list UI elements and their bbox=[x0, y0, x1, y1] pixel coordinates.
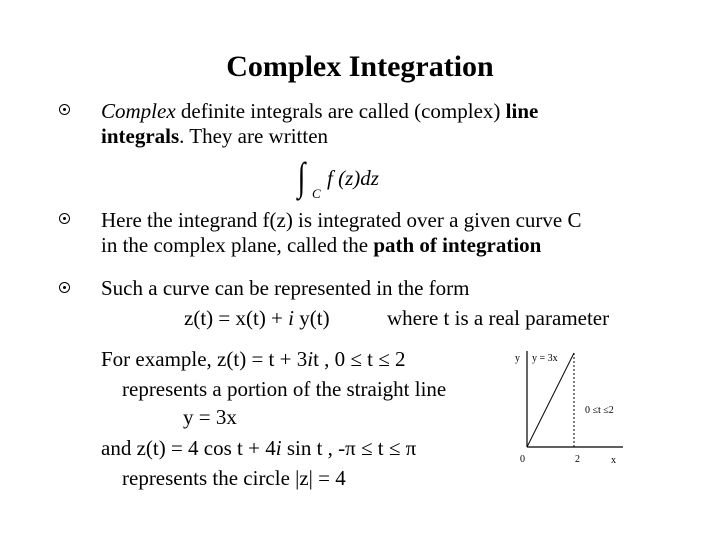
param-right: y(t) bbox=[294, 306, 330, 330]
page-title: Complex Integration bbox=[226, 50, 494, 83]
bullet-3-line-1: Such a curve can be represented in the form bbox=[101, 276, 470, 300]
example-1a: For example, z(t) = t + 3 bbox=[101, 347, 308, 371]
bullet-2-line-1: Here the integrand f(z) is integrated over a given curve C bbox=[101, 208, 582, 232]
integral-subscript: C bbox=[312, 186, 321, 201]
bullet-point bbox=[59, 104, 70, 115]
param-left: z(t) = x(t) + bbox=[184, 306, 289, 330]
path-of-integration: path of integration bbox=[373, 233, 542, 257]
param-i: i bbox=[288, 306, 294, 330]
range-label: 0 ≤t ≤2 bbox=[585, 405, 614, 416]
parameter-note: where t is a real parameter bbox=[387, 306, 610, 330]
integral-sign: ∫ bbox=[297, 154, 306, 199]
line-word: line bbox=[505, 99, 539, 123]
bullet-1-line-2 bbox=[101, 124, 328, 149]
bullet-2-text: in the complex plane, called the bbox=[101, 233, 374, 257]
line-equation-label: y = 3x bbox=[532, 353, 558, 364]
example-line-5: represents the circle |z| = 4 bbox=[122, 466, 346, 490]
example-4i: i bbox=[275, 436, 282, 460]
x-axis-label: x bbox=[611, 455, 616, 466]
bullet-point bbox=[59, 213, 70, 224]
bullet-1-line-1 bbox=[101, 99, 538, 124]
example-line-2: represents a portion of the straight line bbox=[122, 377, 447, 401]
line-graph bbox=[505, 345, 645, 470]
bullet-1-text: definite integrals are called (complex) bbox=[175, 99, 506, 123]
integrals-word: integrals bbox=[101, 124, 180, 148]
example-1b: t , 0 ≤ t ≤ 2 bbox=[313, 347, 406, 371]
x-tick-label: 2 bbox=[575, 454, 580, 465]
parametric-form bbox=[184, 306, 330, 331]
example-4a: and z(t) = 4 cos t + 4 bbox=[101, 436, 276, 460]
bullet-1-text-2: . They are written bbox=[179, 124, 329, 148]
origin-label: 0 bbox=[520, 454, 525, 465]
bullet-2-line-2 bbox=[101, 233, 541, 258]
example-1i: i bbox=[307, 347, 314, 371]
example-4b: sin t , -π ≤ t ≤ π bbox=[281, 436, 417, 460]
complex-word: Complex bbox=[101, 99, 176, 123]
segment-line bbox=[527, 353, 574, 447]
example-line-4 bbox=[101, 436, 416, 461]
example-line-1 bbox=[101, 347, 406, 372]
bullet-point bbox=[59, 282, 70, 293]
y-axis-label: y bbox=[515, 353, 520, 364]
example-line-3: y = 3x bbox=[183, 405, 237, 429]
integral-body: f (z)dz bbox=[327, 166, 379, 190]
